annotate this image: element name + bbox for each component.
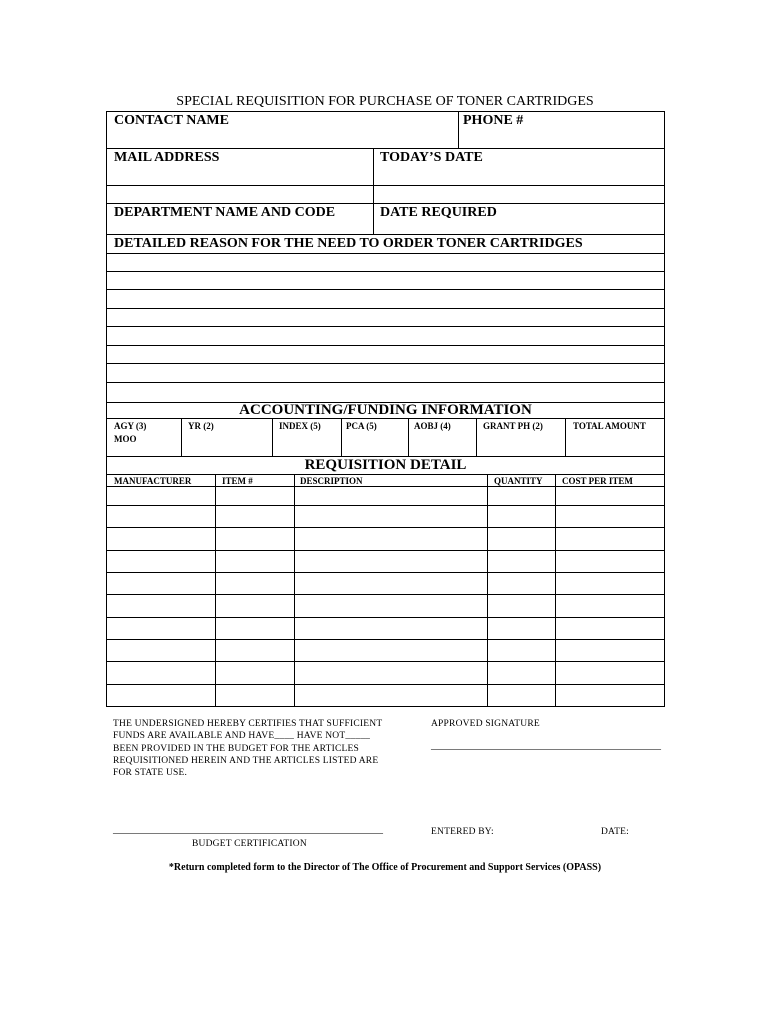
quantity-header: QUANTITY [494, 476, 543, 486]
detailed-reason-field[interactable] [107, 254, 664, 402]
aobj-label: AOBJ (4) [414, 421, 451, 431]
index-field[interactable] [273, 432, 341, 456]
certification-line: REQUISITIONED HEREIN AND THE ARTICLES LISTED ARE [113, 755, 379, 766]
yr-label: YR (2) [188, 421, 214, 431]
moo-label: MOO [114, 434, 137, 444]
date-required-field[interactable] [374, 220, 664, 234]
pca-label: PCA (5) [346, 421, 377, 431]
requisition-detail-fields[interactable] [107, 487, 664, 706]
requisition-form [106, 111, 665, 707]
cost-per-item-header: COST PER ITEM [562, 476, 633, 486]
reason-line [107, 363, 664, 364]
reason-line [107, 382, 664, 383]
phone-label: PHONE # [463, 113, 524, 128]
approved-signature-label: APPROVED SIGNATURE [431, 719, 540, 729]
divider [107, 148, 664, 149]
grant-ph-field[interactable] [477, 432, 565, 456]
budget-certification-label: BUDGET CERTIFICATION [192, 839, 307, 849]
yr-field[interactable] [182, 432, 272, 456]
agy-label: AGY (3) [114, 421, 147, 431]
date-required-label: DATE REQUIRED [380, 205, 497, 220]
grant-ph-label: GRANT PH (2) [483, 421, 543, 431]
reason-line [107, 289, 664, 290]
detailed-reason-label: DETAILED REASON FOR THE NEED TO ORDER TONER CARTRIDGES [114, 236, 583, 251]
manufacturer-header: MANUFACTURER [114, 476, 192, 486]
department-field[interactable] [107, 220, 373, 234]
certification-line: FUNDS ARE AVAILABLE AND HAVE____ HAVE NOT_____ [113, 731, 371, 742]
pca-field[interactable] [342, 432, 408, 456]
requisition-heading: REQUISITION DETAIL [304, 457, 467, 473]
reason-line [107, 271, 664, 272]
total-amount-field[interactable] [566, 432, 664, 456]
budget-certification-field[interactable]: ______________________________________________________ [113, 824, 383, 835]
index-label: INDEX (5) [279, 421, 321, 431]
certification-text [113, 718, 382, 779]
aobj-field[interactable] [409, 432, 476, 456]
divider [107, 185, 664, 186]
return-instructions: *Return completed form to the Director of The Office of Procurement and Support Services (OPASS) [168, 862, 602, 873]
contact-name-field[interactable] [107, 128, 457, 148]
approved-signature-field[interactable]: ______________________________________________ [431, 740, 661, 751]
divider [107, 474, 664, 475]
todays-date-label: TODAY’S DATE [380, 150, 483, 165]
entered-by-label: ENTERED BY: [431, 827, 494, 837]
divider [107, 203, 664, 204]
total-amount-label: TOTAL AMOUNT [573, 421, 646, 431]
divider [107, 418, 664, 419]
department-label: DEPARTMENT NAME AND CODE [114, 205, 336, 220]
reason-line [107, 308, 664, 309]
mail-address-label: MAIL ADDRESS [114, 150, 220, 165]
item-header: ITEM # [222, 476, 253, 486]
phone-field[interactable] [459, 128, 663, 148]
date-label: DATE: [601, 827, 629, 837]
certification-line: FOR STATE USE. [113, 768, 188, 779]
description-header: DESCRIPTION [300, 476, 363, 486]
reason-line [107, 345, 664, 346]
accounting-heading: ACCOUNTING/FUNDING INFORMATION [239, 402, 532, 418]
certification-line: BEEN PROVIDED IN THE BUDGET FOR THE ARTICLES [113, 743, 359, 754]
agy-field[interactable] [107, 432, 181, 456]
contact-name-label: CONTACT NAME [114, 113, 229, 128]
certification-line: THE UNDERSIGNED HEREBY CERTIFIES THAT SUFFICIENT [113, 719, 383, 729]
form-title: SPECIAL REQUISITION FOR PURCHASE OF TONER CARTRIDGES [176, 94, 594, 109]
divider [107, 234, 664, 235]
reason-line [107, 326, 664, 327]
